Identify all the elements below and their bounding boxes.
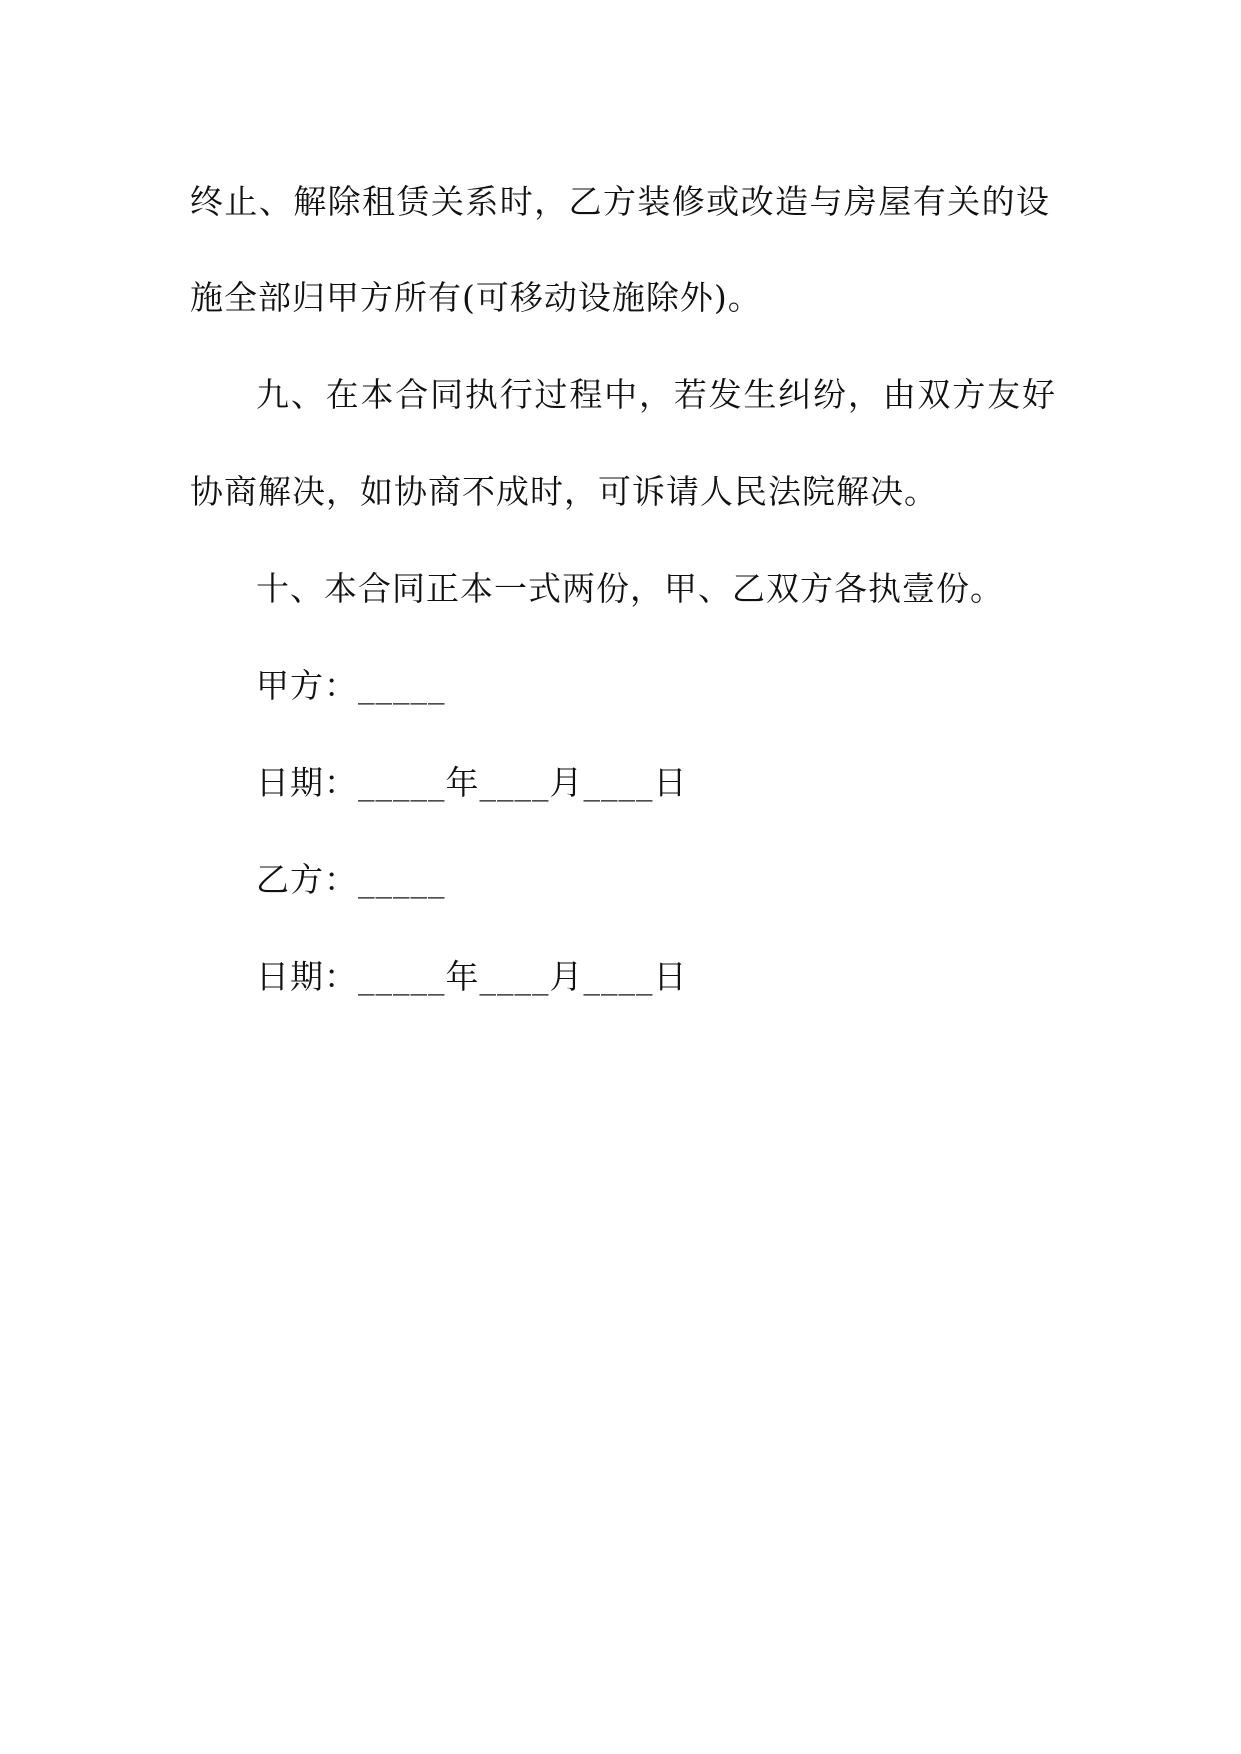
clause-9-line-1: 九、在本合同执行过程中，若发生纠纷，由双方友好 [256,375,1056,414]
clause-10: 十、本合同正本一式两份，甲、乙双方各执壹份。 [256,569,1004,608]
party-b-signature: 乙方：_____ [256,860,446,899]
paragraph-8-line-1: 终止、解除租赁关系时，乙方装修或改造与房屋有关的设 [190,182,1050,221]
clause-9-line-2: 协商解决，如协商不成时，可诉请人民法院解决。 [190,472,938,511]
party-a-signature: 甲方：_____ [256,666,446,705]
party-a-date: 日期：_____年____月____日 [256,763,688,802]
party-b-date: 日期：_____年____月____日 [256,957,688,996]
paragraph-8-line-2: 施全部归甲方所有(可移动设施除外)。 [190,278,762,317]
